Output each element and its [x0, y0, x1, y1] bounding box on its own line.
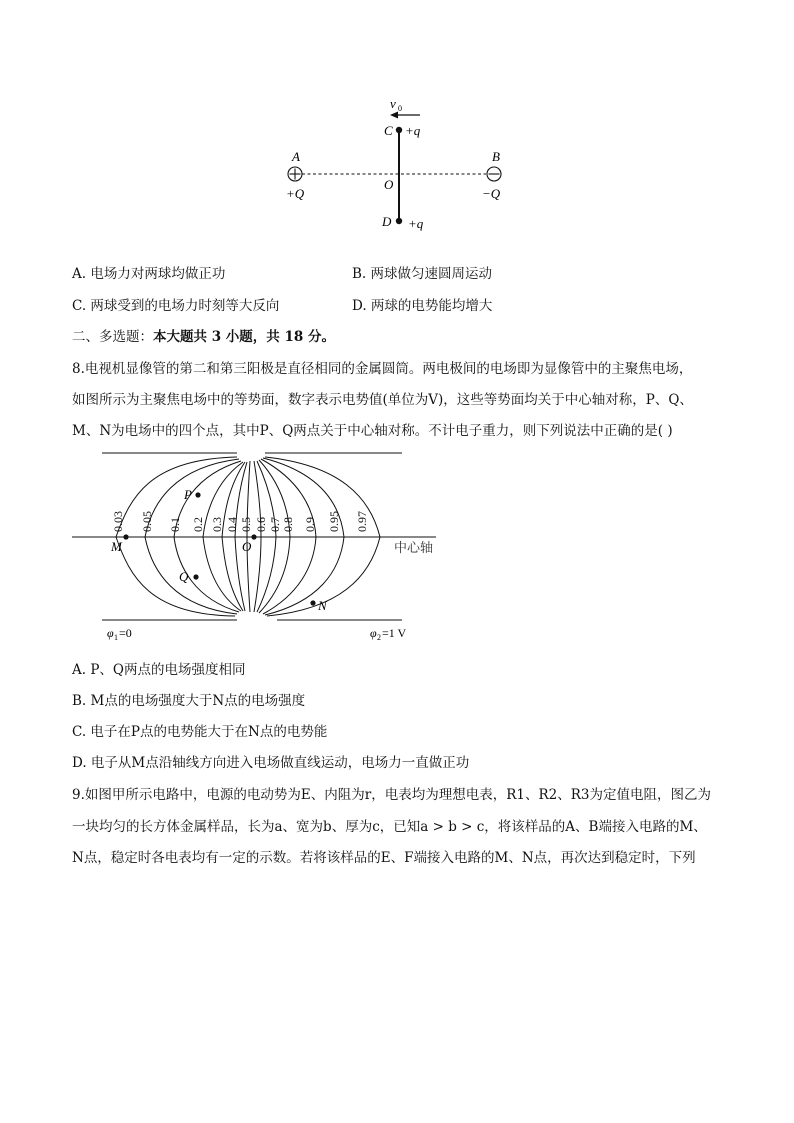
charges-figure: [270, 90, 530, 240]
label-b: B: [492, 149, 500, 164]
value-label-0.8: 0.8: [281, 517, 295, 532]
label-c: C: [384, 123, 393, 138]
value-label-0.9: 0.9: [303, 517, 317, 532]
q7-option-a: A. 电场力对两球均做正功: [72, 266, 226, 282]
value-label-0.6: 0.6: [254, 517, 268, 532]
point-o: [251, 534, 256, 539]
v0-label: v: [390, 96, 396, 111]
q8-option-b: B. M点的电场强度大于N点的电场强度: [72, 693, 306, 709]
charge-b-label: −Q: [482, 186, 501, 201]
value-label-0.5: 0.5: [239, 517, 253, 532]
central-axis-label: 中心轴: [394, 540, 434, 555]
q7-option-c: C. 两球受到的电场力时刻等大反向: [72, 298, 280, 314]
point-n: [310, 600, 315, 605]
q8-option-c: C. 电子在P点的电势能大于在N点的电势能: [72, 724, 328, 740]
label-o: O: [384, 177, 394, 192]
value-label-0.95: 0.95: [327, 511, 341, 532]
phi2-symbol: φ: [370, 626, 377, 640]
point-q: [193, 574, 198, 579]
phi2-subscript: 2: [377, 633, 381, 642]
equipotential-figure: [70, 447, 450, 652]
q8-line-3: M、N为电场中的四个点，其中P、Q两点关于中心轴对称。不计电子重力，则下列说法中正确的是( ): [72, 423, 673, 439]
v0-subscript: 0: [398, 104, 402, 113]
q8-option-a: A. P、Q两点的电场强度相同: [72, 662, 246, 678]
q8-line-2: 如图所示为主聚焦电场中的等势面，数字表示电势值(单位为V)，这些等势面均关于中心轴对称，P、Q、: [72, 392, 693, 408]
q7-option-d: D. 两球的电势能均增大: [352, 298, 493, 314]
label-q: Q: [179, 569, 189, 584]
label-a: A: [292, 149, 300, 164]
point-d: [396, 218, 402, 224]
point-c: [396, 127, 402, 133]
section-2-info: 本大题共 3 小题，共 18 分。: [153, 329, 335, 345]
phi2-value: =1 V: [382, 626, 407, 640]
q8-option-d: D. 电子从M点沿轴线方向进入电场做直线运动，电场力一直做正功: [72, 755, 470, 771]
q7-option-b: B. 两球做匀速圆周运动: [352, 266, 493, 282]
label-d: D: [382, 214, 392, 229]
q9-line-3: N点，稳定时各电表均有一定的示数。若将该样品的E、F端接入电路的M、N点，再次达到稳定时，下列: [72, 850, 696, 866]
phi1-value: =0: [119, 626, 132, 640]
velocity-arrowhead: [390, 112, 398, 119]
charge-c: +q: [405, 123, 421, 138]
value-label-0.3: 0.3: [210, 517, 224, 532]
charge-d: +q: [408, 216, 424, 231]
value-label-0.2: 0.2: [191, 517, 205, 532]
value-label-0.05: 0.05: [140, 511, 154, 532]
label-p: P: [184, 487, 192, 502]
point-p: [195, 492, 200, 497]
q9-line-1: 9.如图甲所示电路中，电源的电动势为E、内阻为r，电表均为理想电表，R1、R2、R3为定值电阻，图乙为: [72, 787, 711, 803]
section-2-prefix: 二、多选题：: [72, 329, 153, 345]
section-2-heading: [72, 327, 335, 347]
label-n: N: [318, 598, 327, 613]
value-label-0.7: 0.7: [268, 517, 282, 532]
phi1-subscript: 1: [114, 633, 118, 642]
label-m: M: [111, 539, 122, 554]
value-label-0.03: 0.03: [111, 511, 125, 532]
charge-a-label: +Q: [286, 186, 305, 201]
q8-line-1: 8.电视机显像管的第二和第三阳极是直径相同的金属圆筒。两电极间的电场即为显像管中的主聚焦电场，: [72, 361, 693, 377]
label-o-fig2: O: [242, 539, 252, 554]
value-label-0.1: 0.1: [168, 517, 182, 532]
value-label-0.4: 0.4: [225, 517, 239, 532]
q9-line-2: 一块均匀的长方体金属样品，长为a、宽为b、厚为c，已知a > b > c，将该样品的A、B端接入电路的M、: [72, 819, 707, 835]
point-m: [123, 534, 128, 539]
value-label-0.97: 0.97: [355, 511, 369, 532]
phi1-symbol: φ: [107, 626, 114, 640]
